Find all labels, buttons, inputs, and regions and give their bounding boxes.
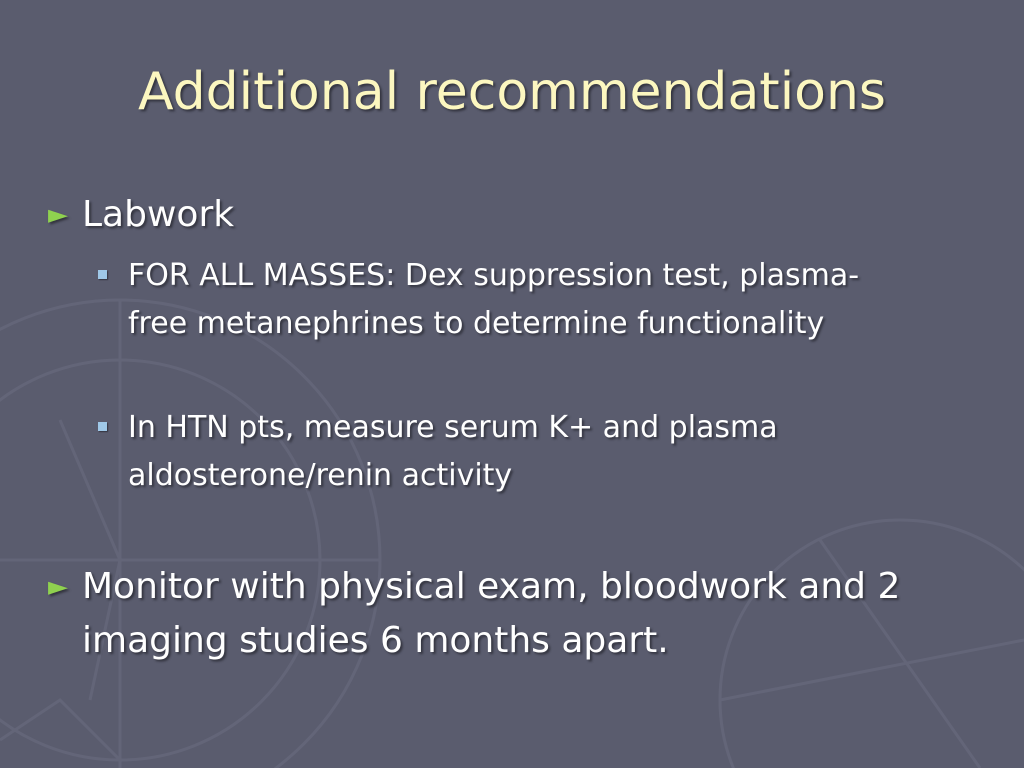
sub-bullet-text: FOR ALL MASSES: Dex suppression test, plasma-free metanephrines to determine functionality	[128, 258, 860, 341]
slide-title: Additional recommendations	[137, 62, 887, 122]
square-bullet-icon	[98, 270, 107, 279]
sub-bullet-htn	[98, 404, 918, 500]
bullet-text: Monitor with physical exam, bloodwork and 2 imaging studies 6 months apart.	[82, 566, 901, 661]
bullet-text: Labwork	[82, 194, 235, 235]
sub-bullet-text: In HTN pts, measure serum K+ and plasma aldosterone/renin activity	[128, 410, 778, 493]
bullet-labwork	[48, 188, 234, 243]
bullet-monitor	[48, 560, 988, 668]
square-bullet-icon	[98, 422, 107, 431]
arrow-bullet-icon: ►	[48, 200, 68, 230]
arrow-bullet-icon: ►	[48, 572, 68, 602]
sub-bullet-masses	[98, 252, 918, 348]
